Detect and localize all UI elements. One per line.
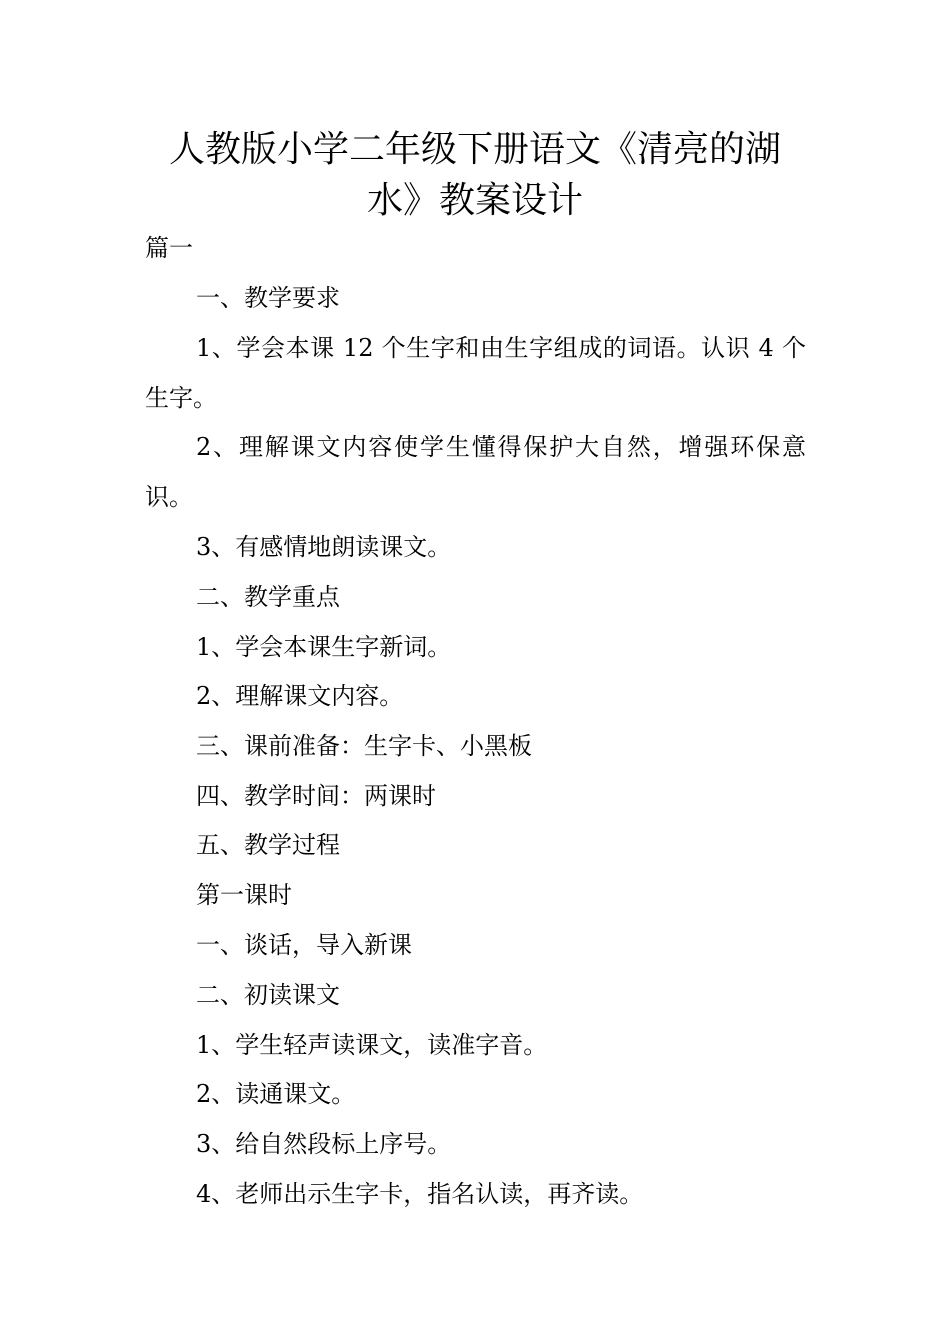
paragraph-line: 4、老师出示生字卡，指名认读，再齐读。	[196, 1180, 644, 1208]
paragraph-line: 2、理解课文内容。	[196, 682, 404, 710]
heading-teaching-time: 四、教学时间：两课时	[196, 782, 436, 810]
document-title-line-1: 人教版小学二年级下册语文《清亮的湖	[168, 129, 781, 170]
lesson-label: 第一课时	[196, 881, 292, 909]
paragraph-line: 3、给自然段标上序号。	[196, 1130, 452, 1158]
heading-preparation: 三、课前准备：生字卡、小黑板	[196, 732, 532, 760]
paragraph-line: 1、学生轻声读课文，读准字音。	[196, 1031, 548, 1059]
heading-teaching-requirements: 一、教学要求	[196, 284, 340, 312]
section-label: 篇一	[145, 234, 193, 262]
paragraph-line: 1、学会本课生字新词。	[196, 633, 452, 661]
document-title-line-2: 水》教案设计	[366, 180, 583, 221]
paragraph-line: 3、有感情地朗读课文。	[196, 533, 452, 561]
paragraph-line: 1、学会本课 12 个生字和由生字组成的词语。认识 4 个	[196, 334, 806, 362]
paragraph-line: 识。	[145, 483, 193, 511]
paragraph-line: 2、理解课文内容使学生懂得保护大自然，增强环保意	[196, 433, 806, 461]
paragraph-line: 生字。	[145, 384, 217, 412]
paragraph-line: 2、读通课文。	[196, 1080, 356, 1108]
paragraph-line: 一、谈话，导入新课	[196, 931, 412, 959]
paragraph-line: 二、初读课文	[196, 981, 340, 1009]
heading-teaching-process: 五、教学过程	[196, 831, 340, 859]
heading-teaching-focus: 二、教学重点	[196, 583, 340, 611]
